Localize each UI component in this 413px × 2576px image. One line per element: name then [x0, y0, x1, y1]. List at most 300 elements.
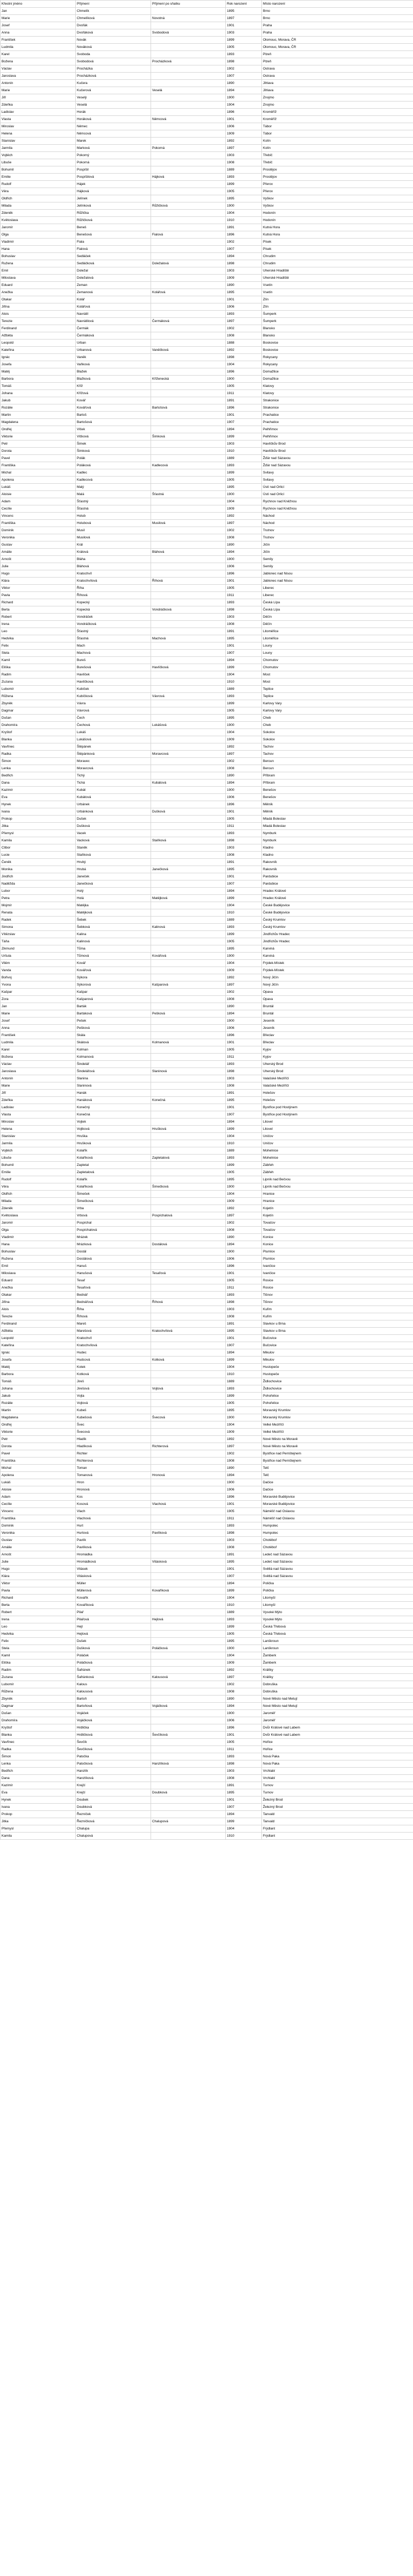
cell-married-surname[interactable] — [151, 830, 226, 837]
cell-first-name[interactable]: Vlasta — [1, 1111, 76, 1118]
cell-birth-year[interactable]: 1907 — [226, 246, 262, 253]
cell-first-name[interactable]: Zdeňka — [1, 101, 76, 109]
cell-surname[interactable]: Kadlec — [76, 469, 151, 477]
cell-birth-place[interactable]: Tábor — [262, 123, 413, 130]
cell-surname[interactable]: Šebek — [76, 917, 151, 924]
cell-birth-year[interactable]: 1904 — [226, 729, 262, 736]
cell-married-surname[interactable]: Šťastná — [151, 491, 226, 498]
cell-first-name[interactable]: Jiřina — [1, 1299, 76, 1306]
cell-birth-place[interactable]: Dvůr Králové nad Labem — [262, 1732, 413, 1739]
cell-surname[interactable]: Kopecká — [76, 606, 151, 614]
cell-birth-place[interactable]: Vrchlabí — [262, 1768, 413, 1775]
cell-birth-place[interactable]: Bystřice pod Hostýnem — [262, 1104, 413, 1111]
cell-birth-year[interactable]: 1890 — [226, 541, 262, 549]
cell-first-name[interactable]: Emilie — [1, 1169, 76, 1176]
cell-birth-year[interactable]: 1907 — [226, 1111, 262, 1118]
cell-first-name[interactable]: Emil — [1, 267, 76, 275]
cell-surname[interactable]: Sedláčková — [76, 260, 151, 267]
cell-surname[interactable]: Navrátil — [76, 311, 151, 318]
cell-first-name[interactable]: Radka — [1, 1746, 76, 1753]
cell-surname[interactable]: Mrázková — [76, 1241, 151, 1248]
cell-birth-place[interactable]: Most — [262, 679, 413, 686]
cell-birth-place[interactable]: Tanvald — [262, 1811, 413, 1818]
cell-married-surname[interactable] — [151, 1263, 226, 1270]
cell-married-surname[interactable]: Veselá — [151, 87, 226, 94]
cell-birth-place[interactable]: Mikulov — [262, 1349, 413, 1357]
cell-married-surname[interactable]: Moravcová — [151, 751, 226, 758]
cell-married-surname[interactable]: Kubátová — [151, 779, 226, 787]
cell-married-surname[interactable] — [151, 888, 226, 895]
cell-surname[interactable]: Burešová — [76, 664, 151, 671]
cell-surname[interactable]: Pešková — [76, 1025, 151, 1032]
cell-birth-year[interactable]: 1906 — [226, 563, 262, 570]
cell-first-name[interactable]: Dana — [1, 779, 76, 787]
cell-birth-place[interactable]: Hranice — [262, 1198, 413, 1205]
cell-surname[interactable]: Sýkora — [76, 974, 151, 981]
cell-birth-place[interactable]: Rokycany — [262, 354, 413, 361]
cell-birth-year[interactable]: 1908 — [226, 1688, 262, 1696]
cell-first-name[interactable]: Ludmila — [1, 1039, 76, 1046]
cell-married-surname[interactable] — [151, 628, 226, 635]
cell-first-name[interactable]: Felix — [1, 1638, 76, 1645]
cell-birth-place[interactable]: Náměšť nad Oslavou — [262, 1515, 413, 1522]
cell-married-surname[interactable]: Hronová — [151, 1472, 226, 1479]
cell-birth-place[interactable]: Uherské Hradiště — [262, 275, 413, 282]
cell-birth-place[interactable]: Šumperk — [262, 311, 413, 318]
cell-married-surname[interactable]: Kadlecová — [151, 462, 226, 469]
cell-married-surname[interactable] — [151, 1465, 226, 1472]
cell-first-name[interactable]: Kamil — [1, 657, 76, 664]
cell-first-name[interactable]: Renata — [1, 909, 76, 917]
cell-first-name[interactable]: Vlasta — [1, 116, 76, 123]
cell-surname[interactable]: Chalupa — [76, 1825, 151, 1833]
cell-birth-year[interactable]: 1896 — [226, 1724, 262, 1732]
cell-married-surname[interactable] — [151, 8, 226, 15]
cell-birth-year[interactable]: 1889 — [226, 917, 262, 924]
cell-surname[interactable]: Vaněk — [76, 354, 151, 361]
cell-birth-year[interactable]: 1905 — [226, 938, 262, 945]
cell-birth-year[interactable]: 1895 — [226, 1407, 262, 1414]
cell-married-surname[interactable] — [151, 996, 226, 1003]
cell-surname[interactable]: Říha — [76, 585, 151, 592]
cell-surname[interactable]: Vojtek — [76, 1118, 151, 1126]
cell-first-name[interactable]: Petra — [1, 895, 76, 902]
cell-birth-year[interactable]: 1911 — [226, 1054, 262, 1061]
cell-birth-place[interactable]: Frýdek-Místek — [262, 967, 413, 974]
cell-surname[interactable]: Matějková — [76, 909, 151, 917]
cell-married-surname[interactable] — [151, 859, 226, 866]
cell-birth-place[interactable]: Žďár nad Sázavou — [262, 455, 413, 462]
cell-married-surname[interactable] — [151, 469, 226, 477]
cell-married-surname[interactable] — [151, 195, 226, 202]
cell-birth-year[interactable]: 1896 — [226, 109, 262, 116]
cell-birth-year[interactable]: 1908 — [226, 1775, 262, 1782]
cell-first-name[interactable]: František — [1, 1032, 76, 1039]
cell-birth-place[interactable]: Kolín — [262, 145, 413, 152]
cell-first-name[interactable]: Růžena — [1, 1688, 76, 1696]
cell-birth-year[interactable]: 1911 — [226, 592, 262, 599]
cell-first-name[interactable]: Vítězslav — [1, 931, 76, 938]
cell-birth-year[interactable]: 1910 — [226, 1371, 262, 1378]
cell-birth-year[interactable]: 1894 — [226, 549, 262, 556]
cell-birth-year[interactable]: 1891 — [226, 628, 262, 635]
cell-birth-place[interactable]: Jičín — [262, 549, 413, 556]
cell-married-surname[interactable] — [151, 801, 226, 808]
cell-birth-year[interactable]: 1910 — [226, 217, 262, 224]
cell-birth-year[interactable]: 1889 — [226, 1609, 262, 1616]
cell-first-name[interactable]: Martin — [1, 412, 76, 419]
cell-birth-year[interactable]: 1891 — [226, 1090, 262, 1097]
cell-first-name[interactable]: Naděžda — [1, 880, 76, 888]
cell-first-name[interactable]: Zikmund — [1, 945, 76, 953]
cell-birth-place[interactable]: Český Krumlov — [262, 917, 413, 924]
cell-birth-place[interactable]: Kuřim — [262, 1313, 413, 1320]
cell-birth-year[interactable]: 1896 — [226, 231, 262, 239]
cell-birth-place[interactable]: Litoměřice — [262, 635, 413, 642]
cell-birth-year[interactable]: 1899 — [226, 1818, 262, 1825]
cell-birth-place[interactable]: Lanškroun — [262, 1645, 413, 1652]
cell-birth-place[interactable]: Zlín — [262, 303, 413, 311]
cell-married-surname[interactable] — [151, 51, 226, 58]
cell-birth-place[interactable]: Uherské Hradiště — [262, 267, 413, 275]
cell-married-surname[interactable] — [151, 1054, 226, 1061]
cell-birth-place[interactable]: Zábřeh — [262, 1169, 413, 1176]
cell-surname[interactable]: Šťastný — [76, 628, 151, 635]
cell-birth-place[interactable]: Hořice — [262, 1739, 413, 1746]
cell-birth-place[interactable]: Nové Město na Moravě — [262, 1436, 413, 1443]
cell-married-surname[interactable]: Říhová — [151, 1299, 226, 1306]
cell-first-name[interactable]: Zbyněk — [1, 700, 76, 707]
cell-birth-place[interactable]: Domažlice — [262, 376, 413, 383]
cell-first-name[interactable]: Přemysl — [1, 830, 76, 837]
cell-first-name[interactable]: Ladislav — [1, 109, 76, 116]
cell-birth-year[interactable]: 1904 — [226, 1595, 262, 1602]
cell-married-surname[interactable] — [151, 253, 226, 260]
cell-surname[interactable]: Vacková — [76, 837, 151, 844]
cell-married-surname[interactable] — [151, 152, 226, 159]
cell-birth-place[interactable]: Plzeň — [262, 51, 413, 58]
cell-first-name[interactable]: Šimon — [1, 1753, 76, 1760]
cell-first-name[interactable]: Alois — [1, 1306, 76, 1313]
cell-surname[interactable]: Krejčí — [76, 1782, 151, 1789]
cell-birth-place[interactable]: Jindřichův Hradec — [262, 938, 413, 945]
cell-first-name[interactable]: Karel — [1, 51, 76, 58]
cell-first-name[interactable]: Josefa — [1, 361, 76, 368]
cell-first-name[interactable]: Robert — [1, 614, 76, 621]
cell-birth-place[interactable]: Jihlava — [262, 80, 413, 87]
cell-married-surname[interactable] — [151, 823, 226, 830]
cell-surname[interactable]: Tesařová — [76, 1284, 151, 1292]
cell-birth-year[interactable]: 1895 — [226, 866, 262, 873]
cell-surname[interactable]: Horáková — [76, 116, 151, 123]
cell-married-surname[interactable]: Dušková — [151, 808, 226, 816]
cell-birth-year[interactable]: 1896 — [226, 368, 262, 376]
cell-birth-place[interactable]: Prachatice — [262, 412, 413, 419]
cell-birth-year[interactable]: 1889 — [226, 686, 262, 693]
cell-birth-place[interactable]: Strakonice — [262, 397, 413, 404]
cell-surname[interactable]: Hejlová — [76, 1631, 151, 1638]
cell-surname[interactable]: Řezníček — [76, 1811, 151, 1818]
cell-birth-year[interactable]: 1899 — [226, 895, 262, 902]
cell-married-surname[interactable] — [151, 246, 226, 253]
cell-birth-year[interactable]: 1893 — [226, 1292, 262, 1299]
cell-first-name[interactable]: Ivana — [1, 1804, 76, 1811]
cell-surname[interactable]: Musil — [76, 527, 151, 534]
cell-surname[interactable]: Tomanová — [76, 1472, 151, 1479]
cell-first-name[interactable]: Viktorie — [1, 433, 76, 440]
cell-birth-place[interactable]: Cheb — [262, 722, 413, 729]
cell-surname[interactable]: Fialová — [76, 246, 151, 253]
cell-surname[interactable]: Tichá — [76, 779, 151, 787]
cell-surname[interactable]: Kovář — [76, 960, 151, 967]
cell-first-name[interactable]: Květoslava — [1, 1212, 76, 1219]
cell-married-surname[interactable] — [151, 1631, 226, 1638]
cell-married-surname[interactable] — [151, 1595, 226, 1602]
cell-first-name[interactable]: Arnošt — [1, 1551, 76, 1558]
cell-surname[interactable]: Dušková — [76, 1645, 151, 1652]
cell-first-name[interactable]: Lukáš — [1, 484, 76, 491]
cell-surname[interactable]: Kolářová — [76, 303, 151, 311]
cell-birth-year[interactable]: 1902 — [226, 65, 262, 73]
cell-first-name[interactable]: Dorota — [1, 1443, 76, 1450]
cell-birth-place[interactable]: Jeseník — [262, 1018, 413, 1025]
cell-birth-year[interactable]: 1893 — [226, 693, 262, 700]
cell-first-name[interactable]: Mojmír — [1, 902, 76, 909]
cell-birth-year[interactable]: 1900 — [226, 787, 262, 794]
cell-married-surname[interactable] — [151, 210, 226, 217]
cell-birth-year[interactable]: 1899 — [226, 1623, 262, 1631]
cell-surname[interactable]: Tesař — [76, 1277, 151, 1284]
cell-married-surname[interactable] — [151, 1162, 226, 1169]
cell-birth-year[interactable]: 1894 — [226, 779, 262, 787]
cell-married-surname[interactable] — [151, 1421, 226, 1429]
cell-married-surname[interactable] — [151, 1544, 226, 1551]
cell-birth-place[interactable]: Chotěboř — [262, 1537, 413, 1544]
cell-birth-year[interactable]: 1907 — [226, 1573, 262, 1580]
cell-first-name[interactable]: Božena — [1, 58, 76, 65]
cell-birth-place[interactable]: Chrudim — [262, 253, 413, 260]
cell-first-name[interactable]: Adam — [1, 1494, 76, 1501]
cell-surname[interactable]: Toman — [76, 1465, 151, 1472]
cell-first-name[interactable]: Hana — [1, 246, 76, 253]
cell-surname[interactable]: Kratochvíl — [76, 1335, 151, 1342]
cell-first-name[interactable]: Alžběta — [1, 1328, 76, 1335]
cell-first-name[interactable]: Hugo — [1, 1566, 76, 1573]
cell-first-name[interactable]: Stela — [1, 650, 76, 657]
cell-first-name[interactable]: Klára — [1, 578, 76, 585]
cell-birth-place[interactable]: České Budějovice — [262, 902, 413, 909]
cell-married-surname[interactable] — [151, 772, 226, 779]
cell-first-name[interactable]: Richard — [1, 599, 76, 606]
cell-birth-year[interactable]: 1905 — [226, 585, 262, 592]
cell-birth-place[interactable]: Králíky — [262, 1674, 413, 1681]
cell-first-name[interactable]: Eva — [1, 1789, 76, 1797]
cell-birth-place[interactable]: Mohelnice — [262, 1147, 413, 1155]
cell-birth-year[interactable]: 1894 — [226, 87, 262, 94]
cell-married-surname[interactable] — [151, 1198, 226, 1205]
cell-birth-place[interactable]: Mikulov — [262, 1357, 413, 1364]
cell-first-name[interactable]: Bohumil — [1, 1162, 76, 1169]
cell-surname[interactable]: Mrázek — [76, 1234, 151, 1241]
cell-first-name[interactable]: Magdalena — [1, 419, 76, 426]
cell-married-surname[interactable]: Šimečková — [151, 1183, 226, 1191]
cell-surname[interactable]: Hromádka — [76, 1551, 151, 1558]
cell-surname[interactable]: Kolaříková — [76, 1183, 151, 1191]
cell-birth-place[interactable]: Hustopeče — [262, 1364, 413, 1371]
cell-birth-place[interactable]: Vsetín — [262, 282, 413, 289]
cell-birth-place[interactable]: Kladno — [262, 852, 413, 859]
cell-first-name[interactable]: Kašpar — [1, 989, 76, 996]
cell-first-name[interactable]: Drahomíra — [1, 1717, 76, 1724]
cell-married-surname[interactable] — [151, 275, 226, 282]
header-cell-first-name[interactable]: Křestní jméno — [1, 1, 76, 8]
cell-married-surname[interactable] — [151, 1371, 226, 1378]
cell-birth-place[interactable]: Rokycany — [262, 361, 413, 368]
cell-first-name[interactable]: Marie — [1, 1010, 76, 1018]
cell-birth-year[interactable]: 1910 — [226, 909, 262, 917]
cell-surname[interactable]: Kolmanová — [76, 1054, 151, 1061]
cell-birth-place[interactable]: Lanškroun — [262, 1638, 413, 1645]
cell-first-name[interactable]: Hedvika — [1, 635, 76, 642]
cell-surname[interactable]: Müllerová — [76, 1587, 151, 1595]
cell-first-name[interactable]: Vavřinec — [1, 1739, 76, 1746]
cell-birth-place[interactable]: Olomouc, Morava, ČR — [262, 44, 413, 51]
cell-birth-year[interactable]: 1897 — [226, 1443, 262, 1450]
cell-birth-place[interactable]: Lipník nad Bečvou — [262, 1183, 413, 1191]
cell-birth-year[interactable]: 1904 — [226, 1421, 262, 1429]
cell-married-surname[interactable] — [151, 700, 226, 707]
cell-birth-year[interactable]: 1893 — [226, 311, 262, 318]
cell-married-surname[interactable] — [151, 1140, 226, 1147]
cell-birth-place[interactable]: Holešov — [262, 1097, 413, 1104]
cell-married-surname[interactable] — [151, 303, 226, 311]
cell-surname[interactable]: Šafránková — [76, 1674, 151, 1681]
cell-birth-place[interactable]: Hranice — [262, 1191, 413, 1198]
cell-first-name[interactable]: Anna — [1, 29, 76, 37]
cell-married-surname[interactable]: Kolmanová — [151, 1039, 226, 1046]
cell-birth-place[interactable]: Rakovník — [262, 866, 413, 873]
cell-first-name[interactable]: Ondřej — [1, 426, 76, 433]
cell-surname[interactable]: Beneš — [76, 224, 151, 231]
cell-surname[interactable]: Kučera — [76, 80, 151, 87]
cell-married-surname[interactable] — [151, 960, 226, 967]
cell-birth-year[interactable]: 1908 — [226, 996, 262, 1003]
cell-surname[interactable]: Kotek — [76, 1364, 151, 1371]
cell-surname[interactable]: Kratochvílová — [76, 1342, 151, 1349]
cell-first-name[interactable]: Bedřich — [1, 772, 76, 779]
cell-birth-place[interactable]: Dačice — [262, 1479, 413, 1486]
cell-birth-place[interactable]: Prostějov — [262, 174, 413, 181]
cell-married-surname[interactable] — [151, 1696, 226, 1703]
cell-birth-place[interactable]: Sokolov — [262, 736, 413, 743]
cell-first-name[interactable]: Kateřina — [1, 1342, 76, 1349]
cell-surname[interactable]: Kolář — [76, 296, 151, 303]
cell-surname[interactable]: Hanzlíková — [76, 1775, 151, 1782]
cell-birth-place[interactable]: Česká Třebová — [262, 1631, 413, 1638]
cell-birth-year[interactable]: 1888 — [226, 340, 262, 347]
cell-married-surname[interactable]: Čermáková — [151, 318, 226, 325]
cell-surname[interactable]: Kovář — [76, 397, 151, 404]
cell-married-surname[interactable]: Pavlíková — [151, 1530, 226, 1537]
cell-married-surname[interactable] — [151, 715, 226, 722]
cell-first-name[interactable]: Eliška — [1, 1659, 76, 1667]
cell-first-name[interactable]: Prokop — [1, 816, 76, 823]
cell-birth-year[interactable]: 1900 — [226, 556, 262, 563]
cell-surname[interactable]: Richter — [76, 1450, 151, 1458]
cell-first-name[interactable]: Helena — [1, 1126, 76, 1133]
cell-first-name[interactable]: Dominik — [1, 1522, 76, 1530]
cell-birth-year[interactable]: 1903 — [226, 29, 262, 37]
cell-first-name[interactable]: Ivana — [1, 808, 76, 816]
cell-birth-place[interactable]: Český Krumlov — [262, 924, 413, 931]
cell-first-name[interactable]: Johana — [1, 390, 76, 397]
cell-married-surname[interactable] — [151, 909, 226, 917]
cell-birth-place[interactable]: Jaroměř — [262, 1710, 413, 1717]
cell-married-surname[interactable]: Slaninová — [151, 1068, 226, 1075]
cell-surname[interactable]: Doubek — [76, 1797, 151, 1804]
cell-married-surname[interactable]: Pešková — [151, 1010, 226, 1018]
cell-married-surname[interactable] — [151, 852, 226, 859]
cell-first-name[interactable]: Anna — [1, 1025, 76, 1032]
cell-birth-year[interactable]: 1904 — [226, 671, 262, 679]
cell-surname[interactable]: Pavlík — [76, 1537, 151, 1544]
cell-surname[interactable]: Vondráčková — [76, 621, 151, 628]
cell-married-surname[interactable] — [151, 1046, 226, 1054]
cell-surname[interactable]: Janečková — [76, 880, 151, 888]
cell-birth-year[interactable]: 1901 — [226, 1732, 262, 1739]
cell-birth-year[interactable]: 1895 — [226, 8, 262, 15]
cell-married-surname[interactable] — [151, 1797, 226, 1804]
cell-birth-year[interactable]: 1907 — [226, 73, 262, 80]
cell-birth-year[interactable]: 1910 — [226, 1833, 262, 1840]
cell-married-surname[interactable] — [151, 1025, 226, 1032]
cell-married-surname[interactable] — [151, 527, 226, 534]
cell-birth-place[interactable]: Humpolec — [262, 1530, 413, 1537]
cell-surname[interactable]: Bláha — [76, 556, 151, 563]
cell-married-surname[interactable] — [151, 166, 226, 174]
cell-surname[interactable]: Urbánková — [76, 808, 151, 816]
cell-birth-place[interactable]: Pelhřimov — [262, 426, 413, 433]
cell-birth-place[interactable]: Frýdlant — [262, 1833, 413, 1840]
cell-birth-year[interactable]: 1909 — [226, 1659, 262, 1667]
cell-birth-place[interactable]: Moravský Krumlov — [262, 1414, 413, 1421]
cell-birth-place[interactable]: Hodonín — [262, 210, 413, 217]
cell-married-surname[interactable] — [151, 217, 226, 224]
cell-surname[interactable]: Veselá — [76, 101, 151, 109]
cell-married-surname[interactable] — [151, 880, 226, 888]
cell-married-surname[interactable] — [151, 1306, 226, 1313]
cell-birth-place[interactable]: Svitavy — [262, 477, 413, 484]
cell-married-surname[interactable] — [151, 1746, 226, 1753]
cell-surname[interactable]: Hrubá — [76, 866, 151, 873]
cell-surname[interactable]: Čech — [76, 715, 151, 722]
cell-birth-year[interactable]: 1905 — [226, 1400, 262, 1407]
cell-first-name[interactable]: Barbora — [1, 1371, 76, 1378]
cell-first-name[interactable]: Ružena — [1, 260, 76, 267]
cell-first-name[interactable]: Eduard — [1, 282, 76, 289]
cell-first-name[interactable]: Magdalena — [1, 1414, 76, 1421]
cell-married-surname[interactable] — [151, 1659, 226, 1667]
cell-surname[interactable]: Kotková — [76, 1371, 151, 1378]
cell-married-surname[interactable]: Fialová — [151, 231, 226, 239]
cell-birth-year[interactable]: 1889 — [226, 1147, 262, 1155]
cell-birth-year[interactable]: 1898 — [226, 1530, 262, 1537]
cell-first-name[interactable]: Blanka — [1, 1732, 76, 1739]
cell-married-surname[interactable]: Kolářová — [151, 289, 226, 296]
cell-birth-place[interactable]: Kojetín — [262, 1205, 413, 1212]
cell-surname[interactable]: Hurt — [76, 1522, 151, 1530]
cell-surname[interactable]: Vacek — [76, 830, 151, 837]
